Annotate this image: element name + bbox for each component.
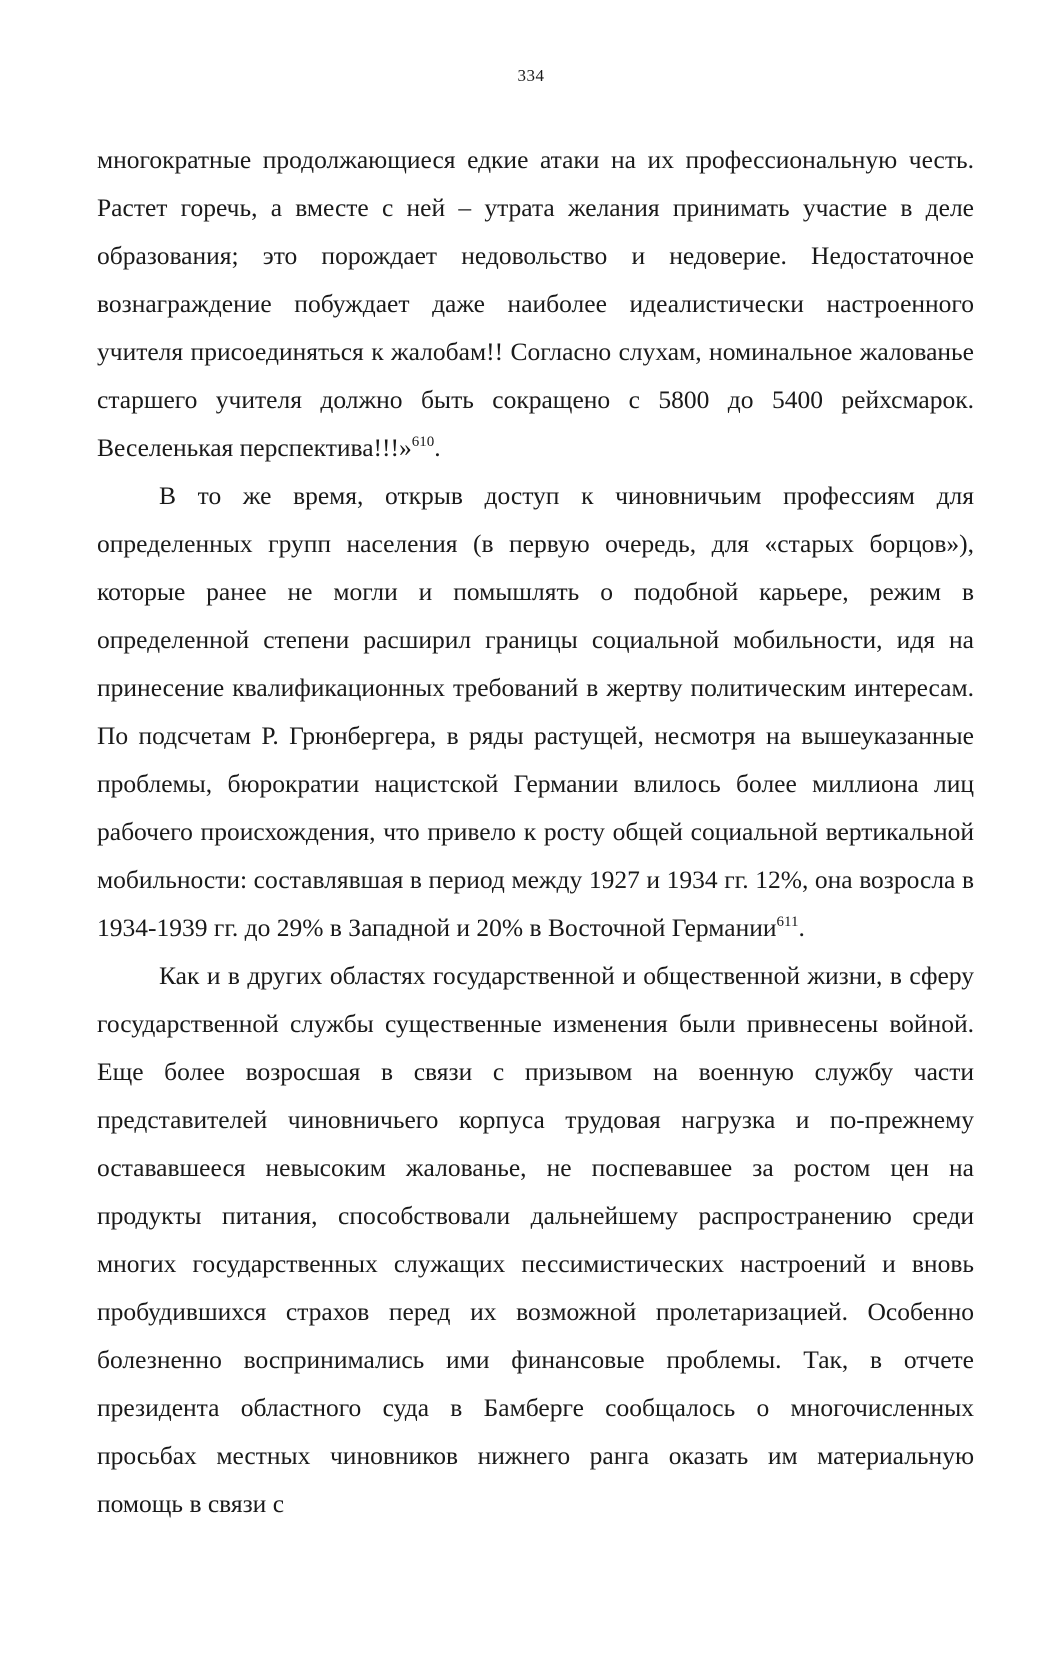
paragraph-2-tail: .	[798, 913, 805, 942]
footnote-ref-610[interactable]: 610	[411, 434, 435, 450]
body-text	[97, 136, 974, 1528]
paragraph-1-text: многократные продолжающиеся едкие атаки на их профессиональную честь. Растет горечь, а вместе с ней – утрата желания принимать участие в деле образования; это порождает недовольство и недоверие. Недостаточное вознаграждение побуждает даже наиболее идеалистически настроенного учителя присоединяться к жалобам!! Согласно слухам, номинальное жалованье старшего учителя должно быть сокращено с 5800 до 5400 рейхсмарок. Веселенькая перспектива!!!»	[97, 145, 974, 462]
paragraph-1-tail: .	[434, 433, 441, 462]
footnote-ref-611[interactable]: 611	[776, 914, 799, 930]
paragraph-2-text: В то же время, открыв доступ к чиновничьим профессиям для определенных групп населения (в первую очередь, для «старых борцов»), которые ранее не могли и помышлять о подобной карьере, режим в определенной степени расширил границы социальной мобильности, идя на принесение квалификационных требований в жертву политическим интересам. По подсчетам Р. Грюнбергера, в ряды растущей, несмотря на вышеуказанные проблемы, бюрократии нацистской Германии влилось более миллиона лиц рабочего происхождения, что привело к росту общей социальной вертикальной мобильности: составлявшая в период между 1927 и 1934 гг. 12%, она возросла в 1934-1939 гг. до 29% в Западной и 20% в Восточной Германии	[97, 481, 974, 942]
paragraph-2	[97, 472, 974, 952]
paragraph-3-text: Как и в других областях государственной и общественной жизни, в сферу государственной службы существенные изменения были привнесены войной. Еще более возросшая в связи с призывом на военную службу части представителей чиновничьего корпуса трудовая нагрузка и по-прежнему остававшееся невысоким жалованье, не поспевавшее за ростом цен на продукты питания, способствовали дальнейшему распространению среди многих государственных служащих пессимистических настроений и вновь пробудившихся страхов перед их возможной пролетаризацией. Особенно болезненно воспринимались ими финансовые проблемы. Так, в отчете президента областного суда в Бамберге сообщалось о многочисленных просьбах местных чиновников нижнего ранга оказать им материальную помощь в связи с	[97, 961, 974, 1518]
page-number: 334	[517, 66, 545, 85]
paragraph-1	[97, 136, 974, 472]
paragraph-3	[97, 952, 974, 1528]
